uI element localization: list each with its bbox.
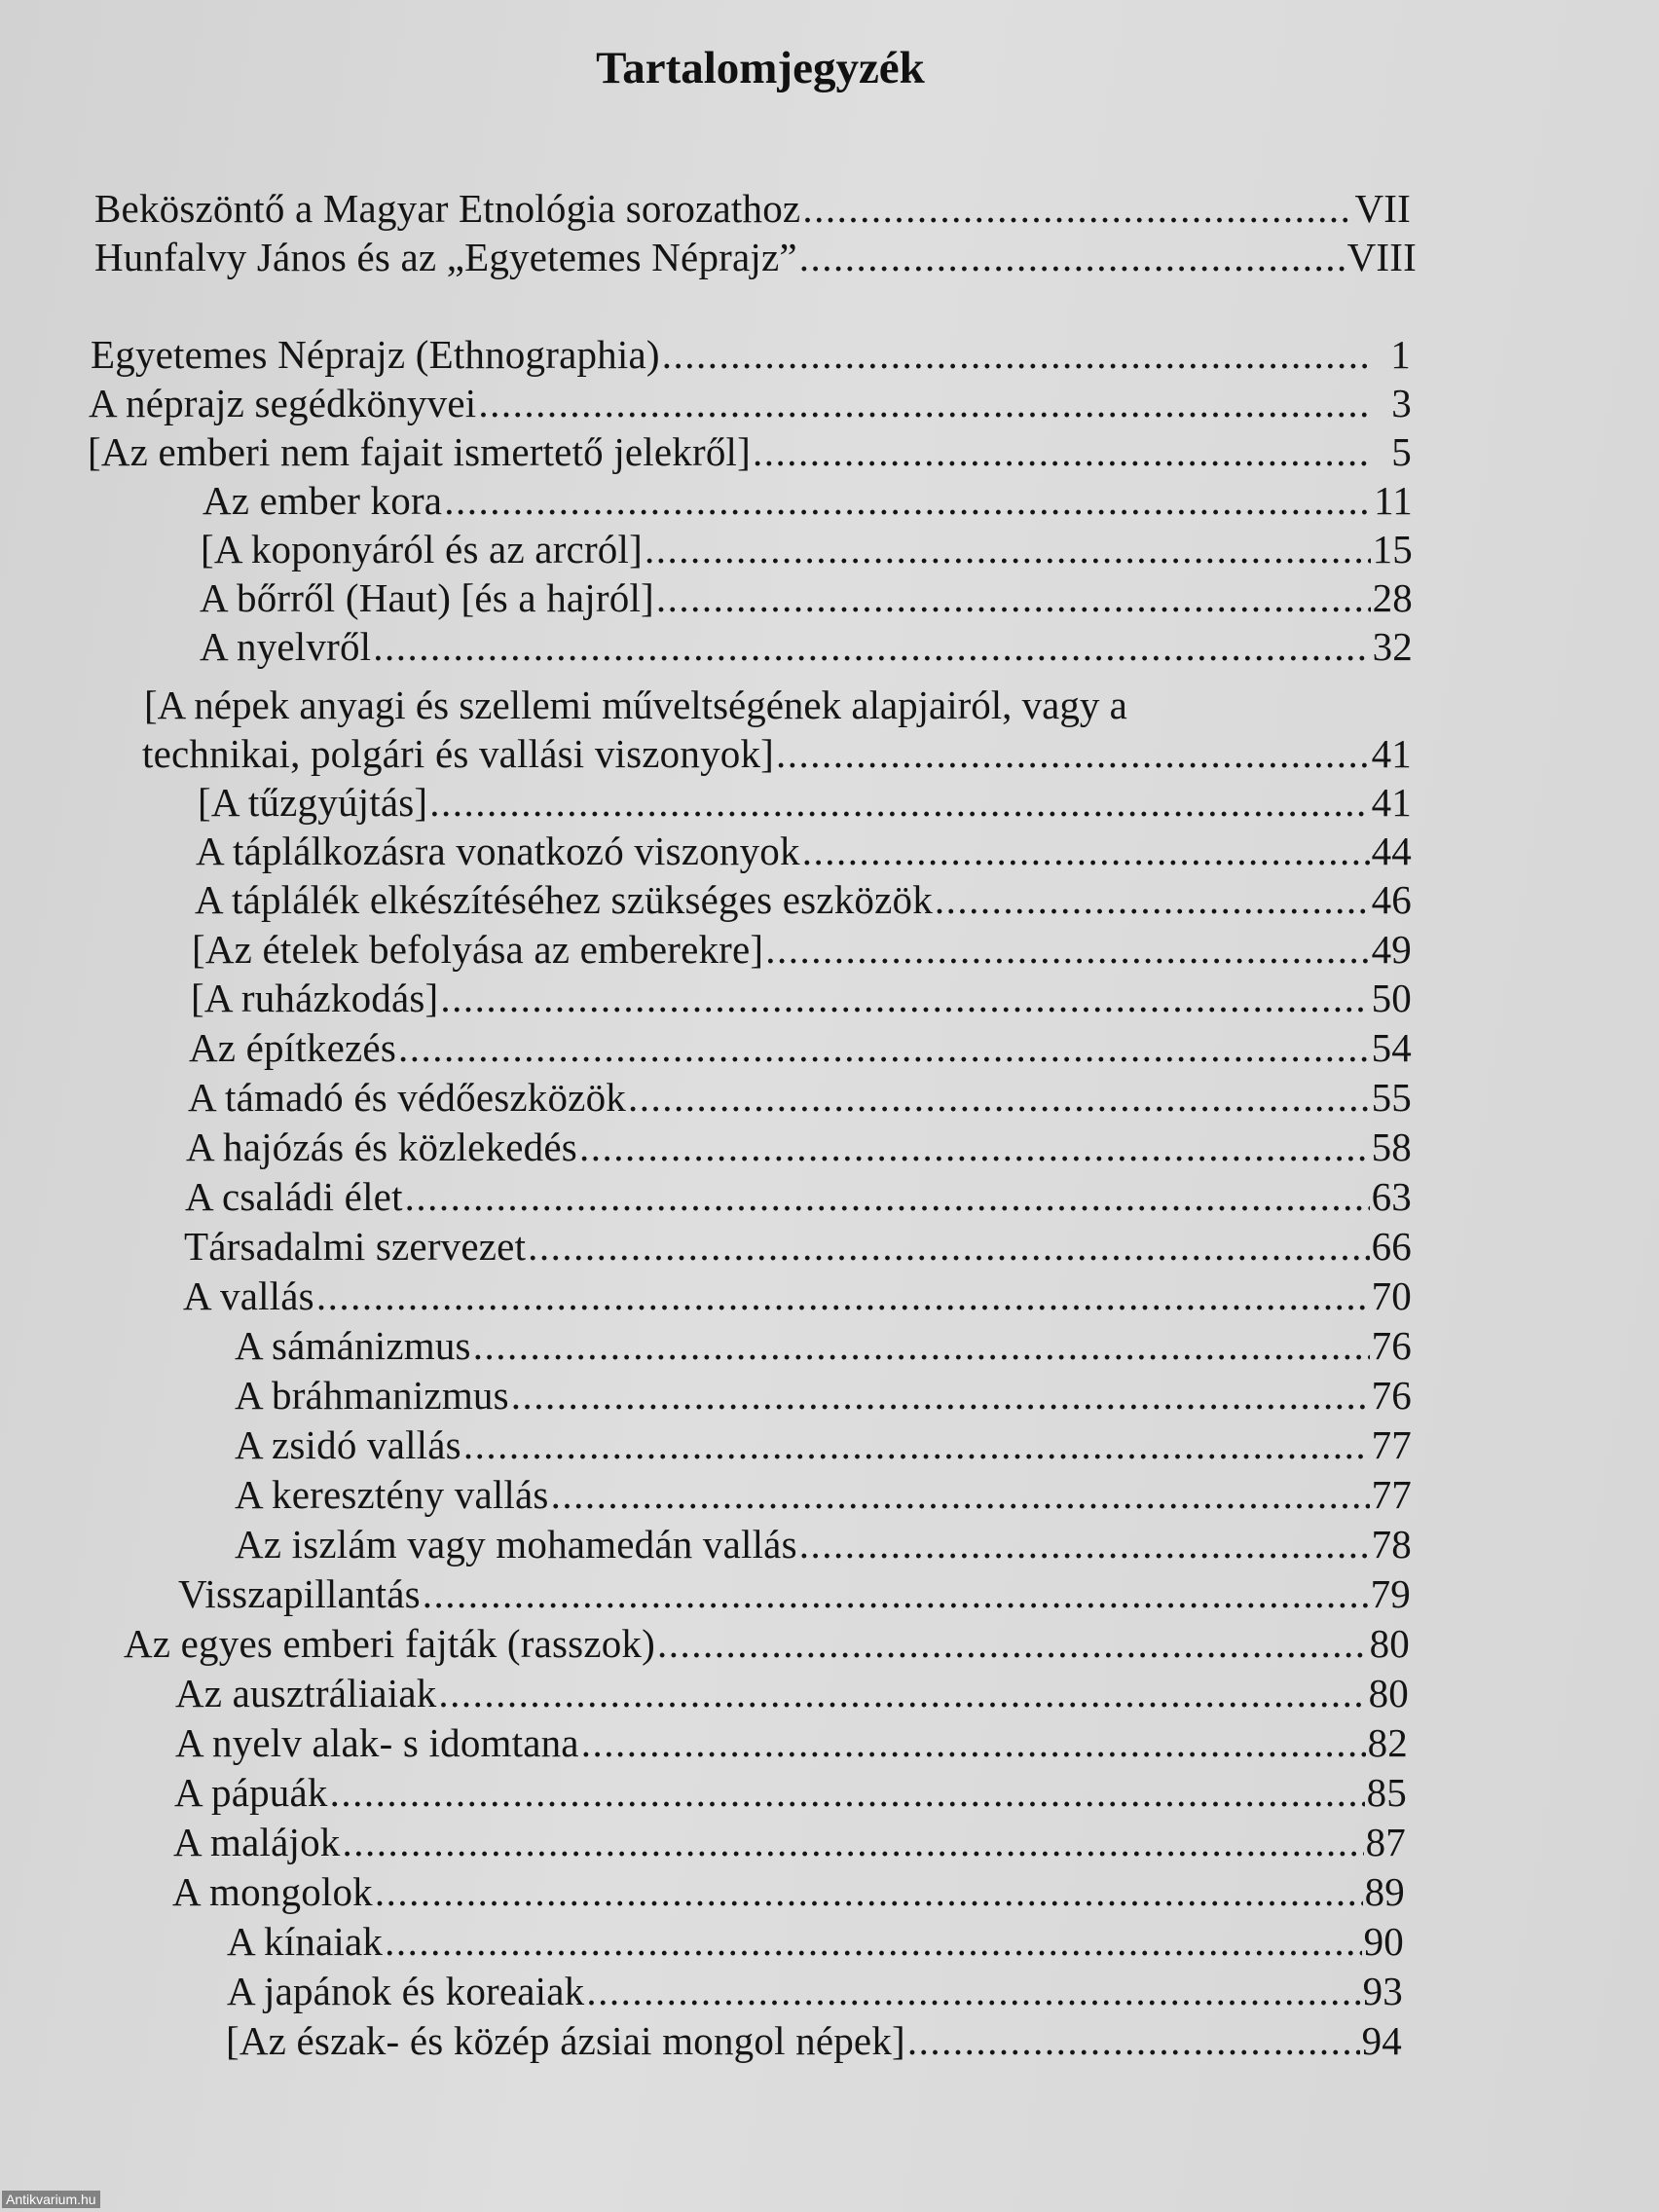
toc-entry-page: 49: [1371, 927, 1412, 972]
leader-dots: [342, 1819, 1363, 1865]
toc-entry-title-line2: technikai, polgári és vallási viszonyok]: [142, 731, 775, 776]
toc-entry: [196, 828, 1412, 874]
toc-entry-title: Az iszlám vagy mohamedán vallás: [235, 1522, 797, 1567]
toc-entry: [200, 623, 1413, 670]
toc-entry-page: 66: [1371, 1224, 1412, 1269]
leader-dots: [440, 975, 1369, 1021]
toc-entry: [227, 1918, 1404, 1965]
leader-dots: [776, 730, 1370, 777]
toc-entry: [94, 234, 1417, 280]
leader-dots: [375, 1868, 1363, 1915]
toc-entry-title: Az építkezés: [189, 1025, 396, 1070]
toc-entry: [200, 574, 1413, 621]
toc-entry-page: 28: [1372, 575, 1413, 620]
leader-dots: [423, 1570, 1369, 1617]
leader-dots: [405, 1173, 1370, 1220]
toc-entry-page: 46: [1371, 877, 1412, 922]
toc-entry-page: 3: [1391, 381, 1412, 425]
toc-entry-title: Visszapillantás: [178, 1571, 421, 1616]
toc-entry: [195, 876, 1412, 923]
toc-entry-page: 94: [1361, 2018, 1402, 2063]
toc-entry-page: VII: [1354, 186, 1411, 231]
toc-entry-title: A mongolok: [172, 1869, 373, 1914]
toc-entry-page: 93: [1362, 1969, 1403, 2013]
toc-entry: [235, 1421, 1412, 1468]
toc-entry: [189, 1024, 1412, 1071]
toc-entry: [235, 1521, 1412, 1567]
toc-entry-title: A zsidó vallás: [235, 1422, 461, 1467]
toc-entry-title: A táplálék elkészítéséhez szükséges eszközök: [195, 877, 933, 922]
toc-entry: [186, 1124, 1412, 1170]
toc-entry: [227, 1968, 1403, 2014]
toc-entry: [91, 331, 1411, 378]
leader-dots: [802, 828, 1370, 874]
leader-dots: [528, 1223, 1369, 1270]
leader-dots: [463, 1421, 1370, 1468]
toc-entry-title: A sámánizmus: [235, 1323, 471, 1368]
toc-entry-title: A malájok: [173, 1820, 341, 1864]
toc-entry-title: [Az észak- és közép ázsiai mongol népek]: [226, 2018, 905, 2063]
leader-dots: [935, 876, 1370, 923]
toc-entry-page: 32: [1372, 624, 1413, 669]
leader-dots: [398, 1024, 1370, 1071]
toc-entry-page: 63: [1371, 1174, 1412, 1219]
toc-entry-page: 82: [1367, 1720, 1408, 1765]
toc-entry: [175, 1719, 1408, 1766]
leader-dots: [645, 526, 1371, 572]
toc-entry-page: 85: [1366, 1770, 1407, 1815]
toc-entry: [192, 926, 1412, 973]
toc-entry: [173, 1819, 1406, 1865]
toc-entry: [88, 428, 1412, 475]
toc-entry-title: Beköszöntő a Magyar Etnológia sorozathoz: [94, 186, 801, 231]
leader-dots: [799, 1521, 1370, 1567]
toc-entry-title: [Az emberi nem fajait ismertető jelekről]: [88, 429, 751, 474]
toc-entry: [124, 1620, 1410, 1667]
toc-entry-title: Az ember kora: [203, 478, 443, 523]
toc-entry: [184, 1223, 1412, 1270]
leader-dots: [316, 1272, 1370, 1319]
toc-entry-title: A keresztény vallás: [235, 1472, 549, 1517]
toc-entry: [175, 1670, 1409, 1716]
toc-entry-title-line1: [A népek anyagi és szellemi műveltségének alapjairól, vagy a: [144, 682, 1127, 727]
toc-entry: [174, 1769, 1407, 1816]
leader-dots: [330, 1769, 1365, 1816]
toc-entry-title: A pápuák: [174, 1770, 328, 1815]
toc-entry-page: 77: [1371, 1472, 1412, 1517]
toc-entry: [201, 526, 1413, 572]
leader-dots: [473, 1322, 1370, 1369]
leader-dots: [753, 428, 1371, 475]
toc-entry: [89, 380, 1412, 426]
toc-entry-page: 50: [1371, 976, 1412, 1020]
leader-dots: [579, 1124, 1370, 1170]
toc-entry-title: A nyelvről: [200, 624, 372, 669]
leader-dots: [907, 2017, 1360, 2064]
leader-dots: [799, 234, 1346, 280]
leader-dots: [765, 926, 1369, 973]
toc-entry-title: A támadó és védőeszközök: [188, 1075, 626, 1120]
toc-entry-title: Egyetemes Néprajz (Ethnographia): [91, 332, 660, 377]
toc-entry-page: 78: [1371, 1522, 1412, 1567]
toc-entry: [185, 1173, 1412, 1220]
leader-dots: [444, 477, 1372, 524]
leader-dots: [802, 185, 1352, 232]
toc-entry: [198, 779, 1412, 826]
watermark: Antikvarium.hu: [2, 2191, 100, 2208]
toc-entry-title: Hunfalvy János és az „Egyetemes Néprajz”: [94, 235, 797, 279]
toc-entry-page: 70: [1371, 1273, 1412, 1318]
toc-entry-page: VIII: [1346, 235, 1417, 279]
toc-entry-title: A családi élet: [185, 1174, 403, 1219]
leader-dots: [551, 1471, 1370, 1518]
toc-entry: [235, 1471, 1412, 1518]
toc-entry-page: 76: [1371, 1323, 1412, 1368]
toc-entry-title: A bőrről (Haut) [és a hajról]: [200, 575, 654, 620]
toc-entry-page: 79: [1370, 1571, 1411, 1616]
toc-entry-title: A vallás: [183, 1273, 314, 1318]
leader-dots: [581, 1719, 1366, 1766]
toc-entry-page: 80: [1368, 1671, 1409, 1715]
toc-entry-page: 41: [1371, 780, 1412, 825]
toc-entry: [183, 1272, 1412, 1319]
leader-dots: [478, 380, 1371, 426]
toc-entry-page: 90: [1363, 1919, 1404, 1964]
toc-entry-title: A néprajz segédkönyvei: [89, 381, 477, 425]
toc-entry: [235, 1322, 1412, 1369]
toc-entry: [178, 1570, 1411, 1617]
toc-entry: [191, 975, 1412, 1021]
page-title: Tartalomjegyzék: [596, 43, 925, 93]
toc-entry-page: 5: [1391, 429, 1412, 474]
leader-dots: [385, 1918, 1362, 1965]
leader-dots: [628, 1074, 1370, 1121]
leader-dots: [438, 1670, 1366, 1716]
leader-dots: [656, 574, 1371, 621]
toc-entry-title: Társadalmi szervezet: [184, 1224, 527, 1269]
toc-entry-title: [A ruházkodás]: [191, 976, 439, 1020]
toc-entry-page: 58: [1371, 1124, 1412, 1169]
leader-dots: [511, 1372, 1370, 1419]
toc-entry: [188, 1074, 1412, 1121]
toc-entry-page: 11: [1374, 478, 1413, 523]
toc-entry-title: Az egyes emberi fajták (rasszok): [124, 1621, 655, 1666]
toc-entry: [142, 730, 1412, 777]
toc-entry-title: [Az ételek befolyása az emberekre]: [192, 927, 764, 972]
toc-entry-title: A japánok és koreaiak: [227, 1969, 585, 2013]
toc-entry-page: 44: [1371, 829, 1412, 873]
toc-entry-page: 76: [1371, 1373, 1412, 1418]
toc-entry-title: A táplálkozásra vonatkozó viszonyok: [196, 829, 800, 873]
toc-entry-page: 80: [1369, 1621, 1410, 1666]
leader-dots: [429, 779, 1369, 826]
toc-entry-title: A nyelv alak- s idomtana: [175, 1720, 579, 1765]
toc-entry-title: A hajózás és közlekedés: [186, 1124, 577, 1169]
toc-entry-page: 1: [1390, 332, 1411, 377]
toc-entry: [226, 2017, 1402, 2064]
leader-dots: [586, 1968, 1360, 2014]
leader-dots: [657, 1620, 1368, 1667]
toc-entry-title: Az ausztráliaiak: [175, 1671, 437, 1715]
toc-entry-title: [A tűzgyújtás]: [198, 780, 428, 825]
toc-entry-page: 54: [1371, 1025, 1412, 1070]
toc-entry-title: A bráhmanizmus: [235, 1373, 509, 1418]
toc-entry-page: 89: [1364, 1869, 1405, 1914]
toc-entry-page: 15: [1372, 527, 1413, 571]
toc-entry: [203, 477, 1413, 524]
toc-entry-title: [A koponyáról és az arcról]: [201, 527, 643, 571]
toc-entry-page: 55: [1371, 1075, 1412, 1120]
leader-dots: [662, 331, 1370, 378]
toc-entry-page: 87: [1365, 1820, 1406, 1864]
toc-entry-page: 41: [1371, 731, 1412, 776]
toc-entry: [172, 1868, 1405, 1915]
leader-dots: [373, 623, 1370, 670]
toc-entry-title: A kínaiak: [227, 1919, 384, 1964]
toc-entry: [235, 1372, 1412, 1419]
toc-entry: [94, 185, 1411, 232]
toc-entry-page: 77: [1371, 1422, 1412, 1467]
